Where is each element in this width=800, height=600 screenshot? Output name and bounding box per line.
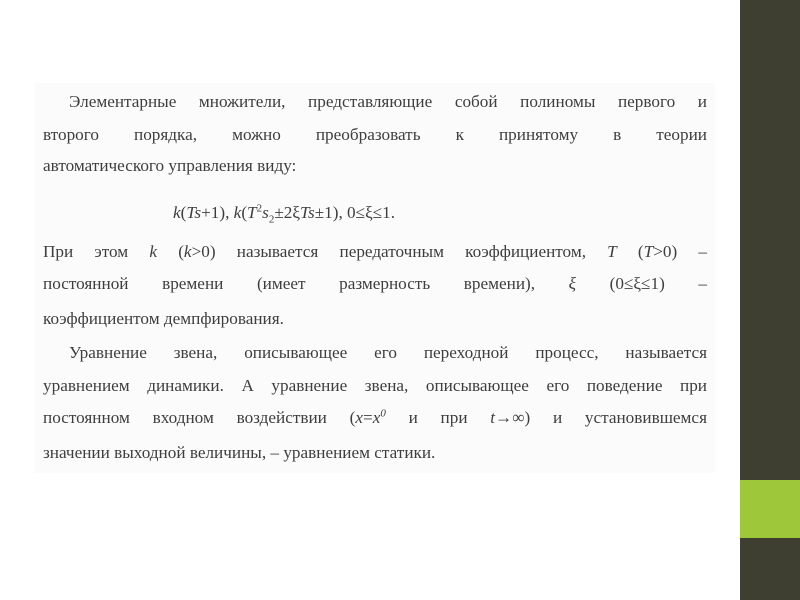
formula-s2: s xyxy=(262,203,269,222)
paragraph-2-line-3: коэффициентом демпфирования. xyxy=(43,309,284,328)
p3-l3-x: x xyxy=(355,408,363,427)
paragraph-3-line-3 xyxy=(43,401,707,435)
p3-l3-a: постоянном входном воздействии ( xyxy=(43,408,356,427)
text-block xyxy=(35,83,715,473)
p2-l1-a: При этом xyxy=(43,242,150,261)
paragraph-1-line-2: второго порядка, можно преобразовать к принятому в теории xyxy=(43,125,707,144)
formula-tail: ±1), 0≤ξ≤1. xyxy=(314,203,396,222)
p2-l1-e: >0) – xyxy=(653,242,707,261)
p2-l2-b: (0≤ξ≤1) – xyxy=(576,274,707,293)
p2-l1-b: ( xyxy=(157,242,184,261)
p3-l3-eq: = xyxy=(362,408,373,427)
p2-l1-k2: k xyxy=(183,242,192,261)
paragraph-3-line-2: уравнением динамики. А уравнение звена, описывающее его поведение при xyxy=(43,376,707,395)
paragraph-2-line-2 xyxy=(43,267,707,301)
formula xyxy=(173,196,395,230)
p3-l3-b: и при xyxy=(385,408,491,427)
paragraph-1-line-3: автоматического управления виду: xyxy=(43,156,297,175)
formula-T3: T xyxy=(300,203,308,222)
formula-k1: k xyxy=(173,203,181,222)
formula-k2: k xyxy=(233,203,242,222)
p2-l1-T2: T xyxy=(643,242,654,261)
paragraph-1-line-1: Элементарные множители, представляющие собой полиномы первого и xyxy=(69,92,707,111)
paragraph-3-line-1: Уравнение звена, описывающее его переходной процесс, называется xyxy=(69,343,707,362)
p2-l1-c: >0) называется передаточным коэффициентом, xyxy=(191,242,608,261)
p2-l1-k: k xyxy=(149,242,158,261)
formula-p2-open: ( xyxy=(241,203,248,222)
p2-l1-T: T xyxy=(607,242,617,261)
paragraph-3-line-4: значении выходной величины, – уравнением статики. xyxy=(43,443,436,462)
paragraph-2-line-1 xyxy=(43,235,707,269)
p2-l2-xi: ξ xyxy=(568,274,577,293)
formula-s2-sub: 2 xyxy=(268,213,275,226)
formula-s3: s xyxy=(308,203,315,222)
formula-mid: ±2ξ xyxy=(274,203,301,222)
p2-l1-d: ( xyxy=(616,242,644,261)
p3-l3-t: t xyxy=(490,408,496,427)
formula-p1-rest: +1), xyxy=(201,203,234,222)
formula-T2-sup: 2 xyxy=(256,202,263,215)
p2-l2-a: постоянной времени (имеет размерность времени), xyxy=(43,274,569,293)
formula-s1: s xyxy=(194,203,202,222)
p3-l3-c: →∞) и установившемся xyxy=(495,408,707,427)
side-accent-block xyxy=(740,480,800,538)
p3-l3-sup: 0 xyxy=(380,407,386,420)
formula-T2: T xyxy=(247,203,257,222)
formula-T1: T xyxy=(186,203,195,222)
formula-p1-open: ( xyxy=(180,203,187,222)
p3-l3-x0: x xyxy=(372,408,381,427)
